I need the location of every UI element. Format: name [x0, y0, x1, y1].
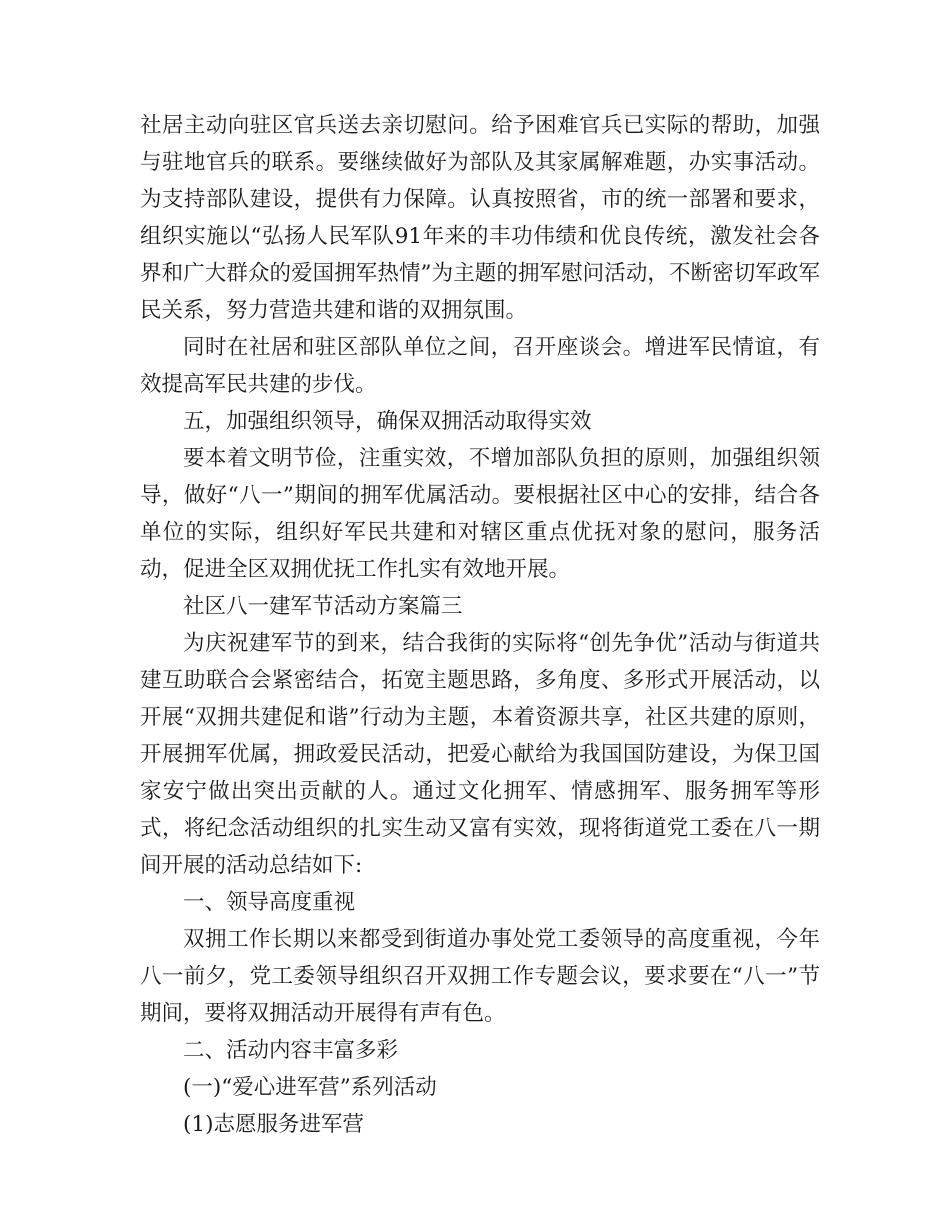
section-heading-5: 五，加强组织领导，确保双拥活动取得实效	[183, 409, 592, 434]
paragraph-4: 要本着文明节俭，注重实效，不增加部队负担的原则，加强组织领导，做好“八一”期间的拥军优属活动。要根据社区中心的安排，结合各单位的实际，组织好军民共建和对辖区重点优抚对象的慰问，服务活动，促进全区双拥优抚工作扎实有效地开展。	[140, 446, 820, 582]
paragraph-2: 同时在社居和驻区部队单位之间，召开座谈会。增进军民情谊，有效提高军民共建的步伐。	[140, 335, 820, 397]
paragraph-6: 为庆祝建军节的到来，结合我街的实际将“创先争优”活动与街道共建互助联合会紧密结合，拓宽主题思路，多角度、多形式开展活动，以开展“双拥共建促和谐”行动为主题，本着资源共享，社区共建的原则，开展拥军优属，拥政爱民活动，把爱心献给为我国国防建设，为保卫国家安宁做出突出贡献的人。通过文化拥军、情感拥军、服务拥军等形式，将纪念活动组织的扎实生动又富有实效，现将街道党工委在八一期间开展的活动总结如下:	[140, 631, 820, 878]
section-heading-1: 一、领导高度重视	[183, 890, 356, 915]
paragraph-8: 双拥工作长期以来都受到街道办事处党工委领导的高度重视，今年八一前夕，党工委领导组织召开双拥工作专题会议，要求要在“八一”节期间，要将双拥活动开展得有声有色。	[140, 927, 820, 1026]
article-title-part-3: 社区八一建军节活动方案篇三	[183, 594, 463, 619]
item-heading-1: (1)志愿服务进军营	[183, 1112, 364, 1137]
subsection-heading-1: (一)“爱心进军营”系列活动	[183, 1075, 437, 1100]
document-body	[140, 107, 820, 1143]
section-heading-2: 二、活动内容丰富多彩	[183, 1038, 399, 1063]
paragraph-1: 社居主动向驻区官兵送去亲切慰问。给予困难官兵已实际的帮助，加强与驻地官兵的联系。要继续做好为部队及其家属解难题，办实事活动。为支持部队建设，提供有力保障。认真按照省，市的统一部署和要求，组织实施以“弘扬人民军队91年来的丰功伟绩和优良传统，激发社会各界和广大群众的爱国拥军热情”为主题的拥军慰问活动，不断密切军政军民关系，努力营造共建和谐的双拥氛围。	[140, 113, 820, 323]
